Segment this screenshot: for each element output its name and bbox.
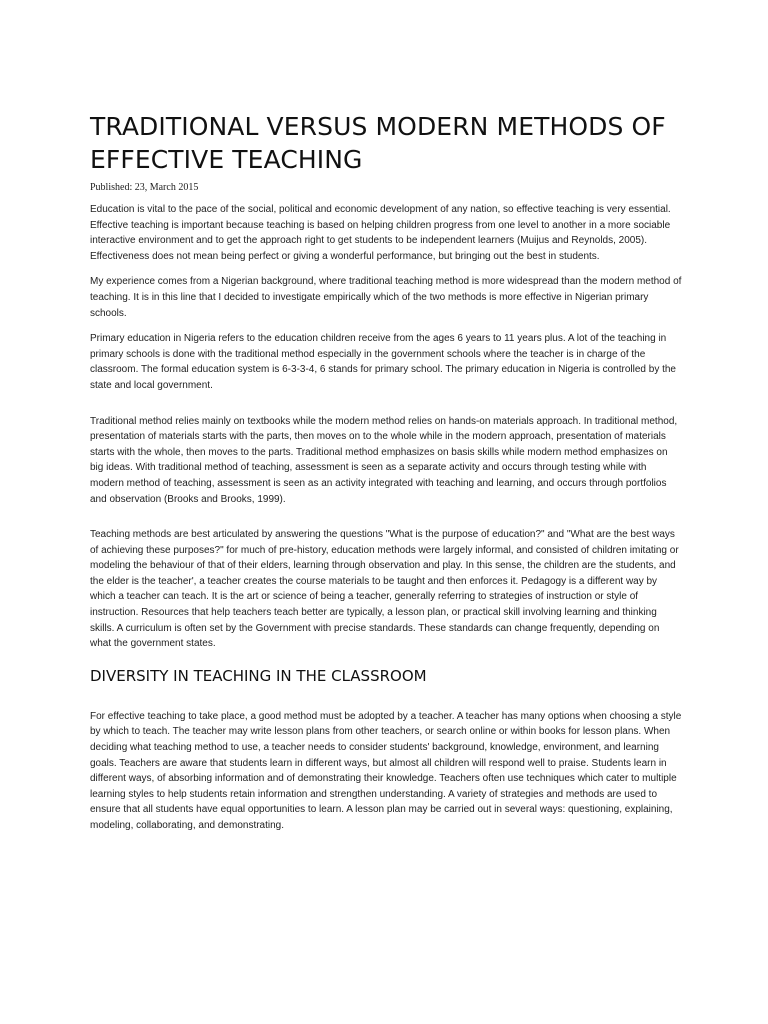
- page-title: TRADITIONAL VERSUS MODERN METHODS OF EFFECTIVE TEACHING: [90, 112, 666, 174]
- published-date: Published: 23, March 2015: [90, 182, 199, 193]
- paragraph-diversity: For effective teaching to take place, a good method must be adopted by a teacher. A teacher has many options when choosing a style by which to teach. The teacher may write lesson plans from other teachers, or search online or within books for lesson plans. When deciding what teaching method to use, a teacher needs to consider students' background, knowledge, environment, and learning goals. Teachers are aware that students learn in different ways, but almost all children will respond well to praise. Students learn in different ways, of absorbing information and of demonstrating their knowledge. Teachers often use techniques which cater to multiple learning styles to help students retain information and strengthen understanding. A variety of strategies and methods are used to ensure that all students have equal opportunities to learn. A lesson plan may be carried out in several ways: questioning, explaining, modeling, collaborating, and demonstrating.: [90, 710, 682, 831]
- document-page: [90, 110, 682, 834]
- paragraph-primary-education: Primary education in Nigeria refers to the education children receive from the ages 6 years to 11 years plus. A lot of the teaching in primary schools is done with the traditional method especially in the government schools where the teacher is in charge of the classroom. The formal education system is 6-3-3-4, 6 stands for primary school. The primary education in Nigeria is controlled by the state and local government.: [90, 333, 676, 391]
- paragraph-traditional-method: Traditional method relies mainly on textbooks while the modern method relies on hands-on materials approach. In traditional method, presentation of materials starts with the parts, then moves on to the whole while in the modern approach, presentation of materials starts with the whole, then moves to the parts. Traditional method emphasizes on basis skills while modern method emphasizes on big ideas. With traditional method of teaching, assessment is seen as a separate activity and occurs through testing while with modern method of teaching, assessment is seen as an activity integrated with teaching and learning, and occurs through portfolios and observation (Brooks and Brooks, 1999).: [90, 415, 678, 505]
- paragraph-experience: My experience comes from a Nigerian background, where traditional teaching method is more widespread than the modern method of teaching. It is in this line that I decided to investigate empirically which of the two methods is more effective in Nigerian primary schools.: [90, 276, 682, 319]
- paragraph-intro: Education is vital to the pace of the social, political and economic development of any nation, so effective teaching is very essential. Effective teaching is important because teaching is based on helping children progress from one level to another in a more sociable interactive environment and to get the approach right to get students to be independent learners (Muijus and Reynolds, 2005). Effectiveness does not mean being perfect or giving a wonderful performance, but bringing out the best in students.: [90, 204, 671, 262]
- paragraph-teaching-methods: Teaching methods are best articulated by answering the questions "What is the purpose of education?" and "What are the best ways of achieving these purposes?" for much of pre-history, education methods were largely informal, and consisted of children imitating or modeling the behaviour of that of their elders, learning through observation and play. In this sense, the children are the students, and the elder is the teacher', a teacher creates the course materials to be taught and then enforces it. Pedagogy is a different way by which a teacher can teach. It is the art or science of being a teacher, generally referring to strategies of instruction or style of instruction. Resources that help teachers teach better are typically, a lesson plan, or practical skill involving learning and thinking skills. A curriculum is often set by the Government with precise standards. These standards can change frequently, depending on what the government states.: [90, 529, 679, 650]
- section-heading: DIVERSITY IN TEACHING IN THE CLASSROOM: [90, 666, 427, 685]
